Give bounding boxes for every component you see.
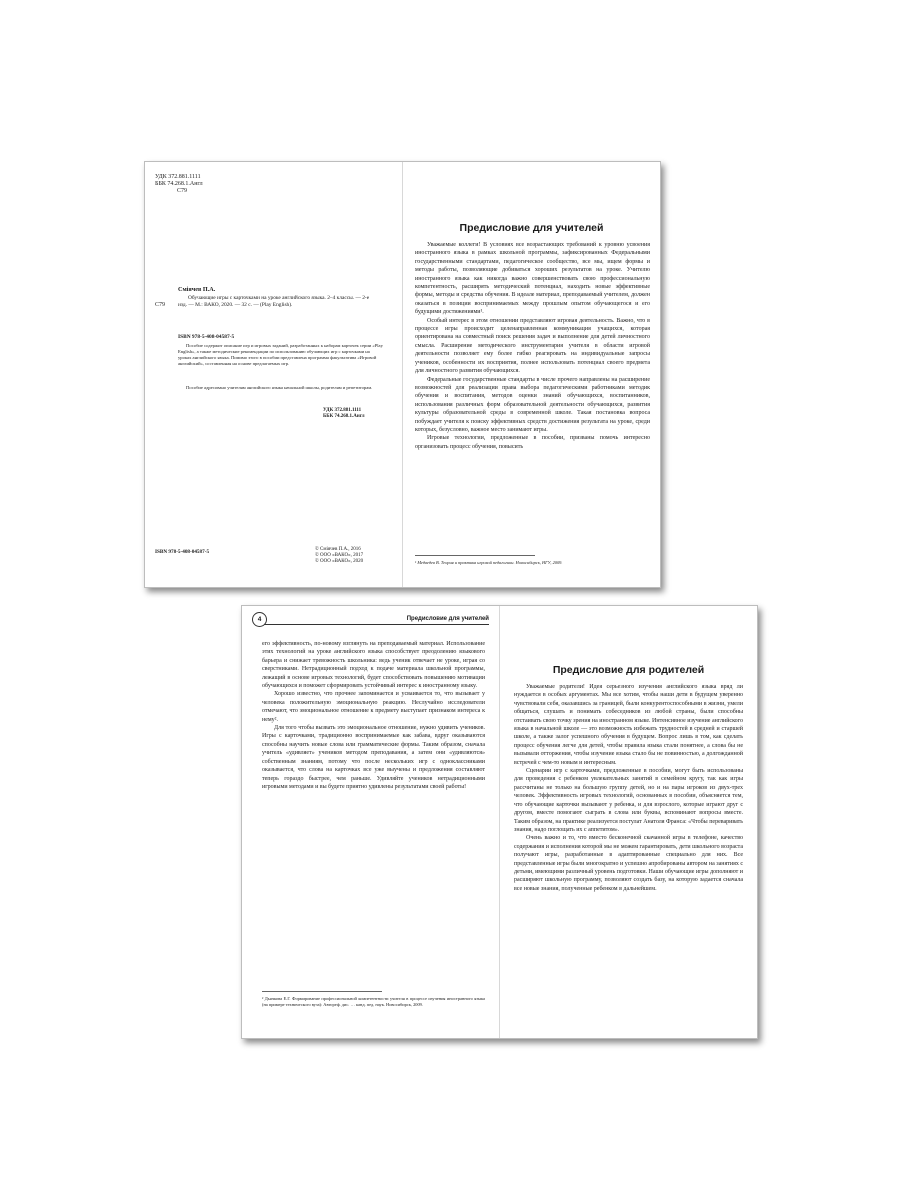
teachers-preface-body (415, 241, 650, 451)
copyright-line: © ООО «ВАКО», 2020 (315, 559, 364, 565)
annotation-text: Пособие содержит описание игр и игровых заданий, разработанных к наборам карточек серии «Play English», а также методические рекомендации по использованию обучающих игр с карточками на уроках английского языка. Помимо этого в пособии представлена программа факультатива «Игровой английский», составленная на основе предлагаемых игр. (178, 343, 383, 366)
footnote: ² Дьячкова Е.Г. Формирование профессиональной компетентности учителя в процессе изучения иностранного языка (на примере технического вуза): Автореф. дис. … канд. пед. наук. Новосибирск, 2009. (262, 996, 485, 1007)
udk-line: УДК 372.881.1111 (155, 174, 201, 180)
paragraph: Уважаемые родители! Идея серьезного изучения английского языка вряд ли нуждается в особых аргументах. Мы все хотим, чтобы наши дети в будущем уверенно чувствовали себя, оказавшись за границей, были конкурентоспособными в жизни, умели общаться, слушать и понимать собеседников из любой страны, были способны отстаивать свою точку зрения на иностранном языке. Интенсивное изучение английского языка в начальной школе — это возможность избежать трудностей в средней и старшей школе, а также залог успешного обучения в будущем. Вопрос лишь в том, как сделать процесс обучения легче для детей, чтобы правила языка стали понятнее, а слова бы не вызывали отторжения, чтобы изучение языка стало бы не повинностью, а долгожданной встречей с чем-то новым и интересным. (514, 684, 743, 766)
copyright-line: © Сміячев П.А., 2016 (315, 547, 361, 552)
continuation-body (262, 640, 485, 791)
parents-preface-title: Предисловие для родителей (552, 664, 705, 676)
isbn-record: ISBN 978-5-408-04587-5 (178, 334, 235, 340)
parents-preface-page (500, 606, 757, 1038)
preface-continuation-page (242, 606, 499, 1038)
bibliographic-record: Обучающие игры с карточками на уроке английского языка. 2–4 классы. — 2-е изд. — М.: ВАКО, 2020. — 32 с. — (Play English). (178, 295, 370, 308)
bbk-line: ББК 74.268.1.Англ (155, 181, 203, 187)
imprint-page (145, 162, 402, 587)
paragraph: Федеральные государственные стандарты в числе прочего направлены на расширение возможностей для реализации права выбора педагогическими работниками методик обучения и воспитания, методов оценки знаний обучающихся, воспитанников, использования различных форм образовательной деятельности обучающихся, развития культуры образовательной среды в современной школе. Такая постановка вопроса побуждает учителя к поиску эффективных средств достижения результата на уроке, среди которых, безусловно, важное место занимают игры. (415, 376, 650, 433)
udk-code: УДК 372.881.1111 (323, 408, 362, 413)
teachers-preface-page (403, 162, 660, 587)
top-book-spread (144, 161, 661, 588)
copyright-line: © ООО «ВАКО», 2017 (315, 553, 364, 559)
author-mark: С79 (155, 302, 166, 308)
copyright-block (315, 547, 363, 566)
paragraph: Для того чтобы вызвать это эмоциональное отношение, нужно удивить учеников. Игры с карточками, традиционно воспринимаемые как забава, вдруг оказываются способны научить новые слова или грамматические формы. Таким образом, сначала учитель «удивляет» учеников методом преподавания, а затем они «удивляются» собственным знаниям, потому что после нескольких игр с одноклассниками оказывается, что слова на карточках все уже выучены и предложения составляют теперь гораздо быстрее, чем раньше. Удивляйте учеников нетрадиционными игровыми методами и вы будете приятно удивлены результатами своей работы! (262, 725, 485, 790)
bottom-book-spread (241, 605, 758, 1039)
paragraph: Сценарии игр с карточками, предложенные в пособии, могут быть использованы для проведения с ребенком увлекательных занятий в семейном кругу, так как игры рассчитаны не только на большую группу детей, но и на пары игроков из двух-трех человек. Эффективность игровых технологий, основанных в пособии, объясняется тем, что обучающие карточки вызывают у ребенка, и для взрослого, которые играют друг с другом, вместе помогают сыграть в слова или буквы, вспоминают вопросы вместе. Таким образом, на практике реализуется постулат Анатоля Франса: «Чтобы переваривать знания, надо поглощать их с аппетитом». (514, 768, 743, 833)
classification-codes (155, 174, 203, 195)
paragraph: Уважаемые коллеги! В условиях все возрастающих требований к уровню усвоения иностранного языка в рамках школьной программы, зафиксированных Федеральными государственными стандартами, педагогическое сообщество, все мы, ищем формы и методы работы, позволяющие добиваться хороших результатов на уроке. Учителю иностранного языка как никогда важно совершенствовать свою профессиональную компетентность, расширять методический потенциал, находить новые эффективные формы, методы и средства обучения. В идеале материал, преподаваемый учителем, должен оказаться в позиции воспринимаемых между прошлым опытом обучающегося и его будущими достижениями¹. (415, 242, 650, 316)
footnote: ¹ Медведев В. Теория и практика игровой педагогики. Новосибирск, НГУ, 2009. (415, 560, 563, 565)
author-mark-line: С79 (177, 188, 188, 194)
paragraph: Хорошо известно, что прочнее запоминается и усваивается то, что вызывает у человека положительную эмоциональную реакцию. Неслучайно исследователи отмечают, что эмоциональное отношение к предмету выступает признаком интереса к нему². (262, 691, 485, 723)
footnote-rule (415, 555, 535, 556)
parents-preface-body (514, 683, 743, 893)
bbk-code: ББК 74.268.1.Англ (323, 414, 365, 419)
classification-codes-right (323, 408, 365, 420)
paragraph: Особый интерес в этом отношении представляют игровая деятельность. Важно, что в процессе игры происходит целенаправленная коммуникация учащихся, которая ориентирована на совместный поиск решения задач и выполнение для детей личностного смысла. Расширение методического инструментария учителя в области игровой деятельности позволяет ему более гибко реагировать на индивидуальные запросы учеников, особенности их восприятия, полнее использовать потенциал своего предмета для личностного развития обучающихся. (415, 317, 650, 375)
audience-text: Пособие адресовано учителям английского языка начальной школы, родителям и репетиторам. (186, 385, 373, 390)
paragraph: Очень важно и то, что вместо бесконечной скачанной игры в телефоне, качество содержания и исполнения которой мы не можем гарантировать, дети школьного возраста получают игры, разработанные в адаптированные специально для них. Все представленные игры были многократно и успешно апробированы автором на занятиях с детьми, имеющими различный уровень подготовки. Наши обучающие игры дополняют и расширяют школьную программу, позволяют создать базу, на которую задается сначала все новые знания, полученные ребенком в дальнейшем. (514, 835, 743, 892)
paragraph: Игровые технологии, предложенные в пособии, призваны помочь интересно организовать процесс обучения, повысить (415, 435, 650, 450)
paragraph: его эффективность, по-новому взглянуть на преподаваемый материал. Использование этих технологий на уроке английского языка способствует преодолению языкового барьера и снижает тревожность школьника: ведь ученик отвечает не уроке, играя со сверстниками. Нетрадиционный подход к подаче материала школьной программы, лежащий в основе игровых технологий, будет способствовать повышению мотивации обучающихся и поможет сформировать устойчивый интерес к иностранному языку. (262, 641, 485, 690)
isbn-bottom: ISBN 978-5-408-04587-5 (155, 549, 210, 555)
page-number: 4 (252, 612, 267, 627)
teachers-preface-title: Предисловие для учителей (459, 222, 604, 234)
running-head: Предисловие для учителей (264, 616, 489, 625)
author-name: Сміячев П.А. (178, 286, 216, 293)
footnote-rule (262, 991, 382, 992)
